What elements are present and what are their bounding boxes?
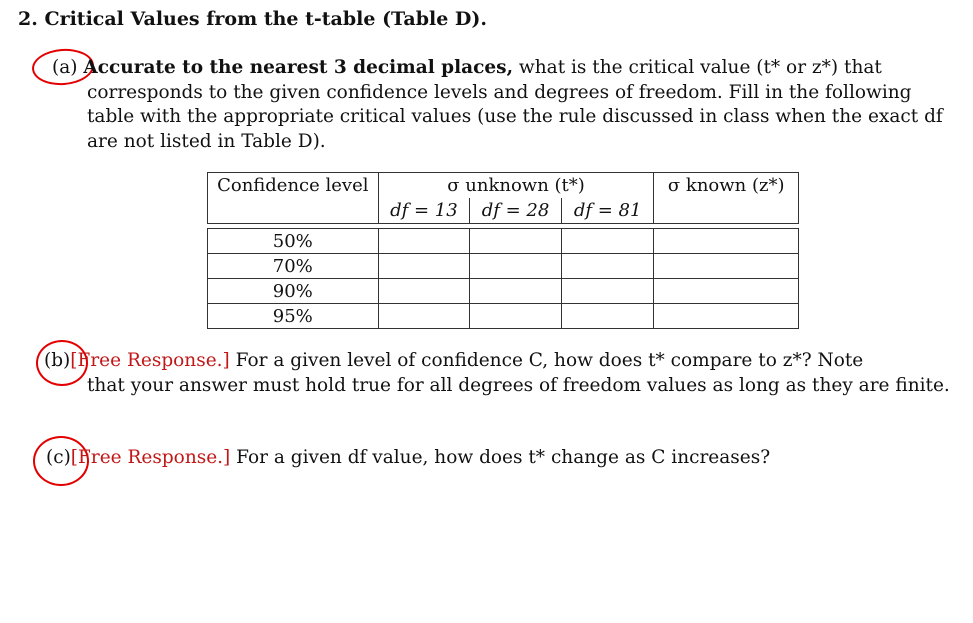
header-confidence-level: Confidence level [208,173,379,224]
answer-cell[interactable] [378,254,470,279]
critical-values-table-header [207,172,799,224]
part-b-tag: [Free Response.] [70,350,230,371]
table-row [208,304,799,329]
header-sigma-known: σ known (z*) [654,173,799,224]
part-b-line2: that your answer must hold true for all degrees of freedom values as long as they are finite. [87,375,950,396]
row-label-70: 70% [208,254,379,279]
answer-cell[interactable] [561,229,654,254]
answer-cell[interactable] [470,279,562,304]
question-heading: 2. Critical Values from the t-table (Table D). [18,8,487,30]
row-label-90: 90% [208,279,379,304]
answer-cell[interactable] [654,254,799,279]
part-a-line1-rest: what is the critical value (t* or z*) that [513,57,882,78]
answer-cell[interactable] [378,229,470,254]
part-a-line1 [52,55,882,80]
critical-values-table-body [207,228,799,329]
answer-cell[interactable] [561,279,654,304]
header-sigma-unknown: σ unknown (t*) [378,173,654,199]
answer-cell[interactable] [470,229,562,254]
part-a-line2: corresponds to the given confidence levels and degrees of freedom. Fill in the following [87,82,912,103]
part-c-line1 [46,445,770,470]
part-c-line1-text: For a given df value, how does t* change as C increases? [230,447,771,468]
part-a-line4: are not listed in Table D). [87,131,326,152]
table-row [208,229,799,254]
table-row [208,279,799,304]
header-df-28: df = 28 [470,198,562,224]
answer-cell[interactable] [470,304,562,329]
answer-cell[interactable] [378,279,470,304]
answer-cell[interactable] [378,304,470,329]
part-a-line3: table with the appropriate critical values (use the rule discussed in class when the exact df [87,106,943,127]
table-row [208,254,799,279]
header-df-81: df = 81 [561,198,654,224]
answer-cell[interactable] [654,304,799,329]
header-df-13: df = 13 [378,198,470,224]
part-c-label: (c) [46,447,71,468]
row-label-95: 95% [208,304,379,329]
part-a-bold-lead: Accurate to the nearest 3 decimal places, [83,57,514,78]
answer-cell[interactable] [654,229,799,254]
part-b-line1 [44,348,863,373]
part-a-label: (a) [52,57,78,78]
part-b-line1-text: For a given level of confidence C, how does t* compare to z*? Note [229,350,864,371]
answer-cell[interactable] [561,304,654,329]
part-c-tag: [Free Response.] [70,447,231,468]
row-label-50: 50% [208,229,379,254]
answer-cell[interactable] [561,254,654,279]
answer-cell[interactable] [654,279,799,304]
part-b-label: (b) [44,350,71,371]
answer-cell[interactable] [470,254,562,279]
